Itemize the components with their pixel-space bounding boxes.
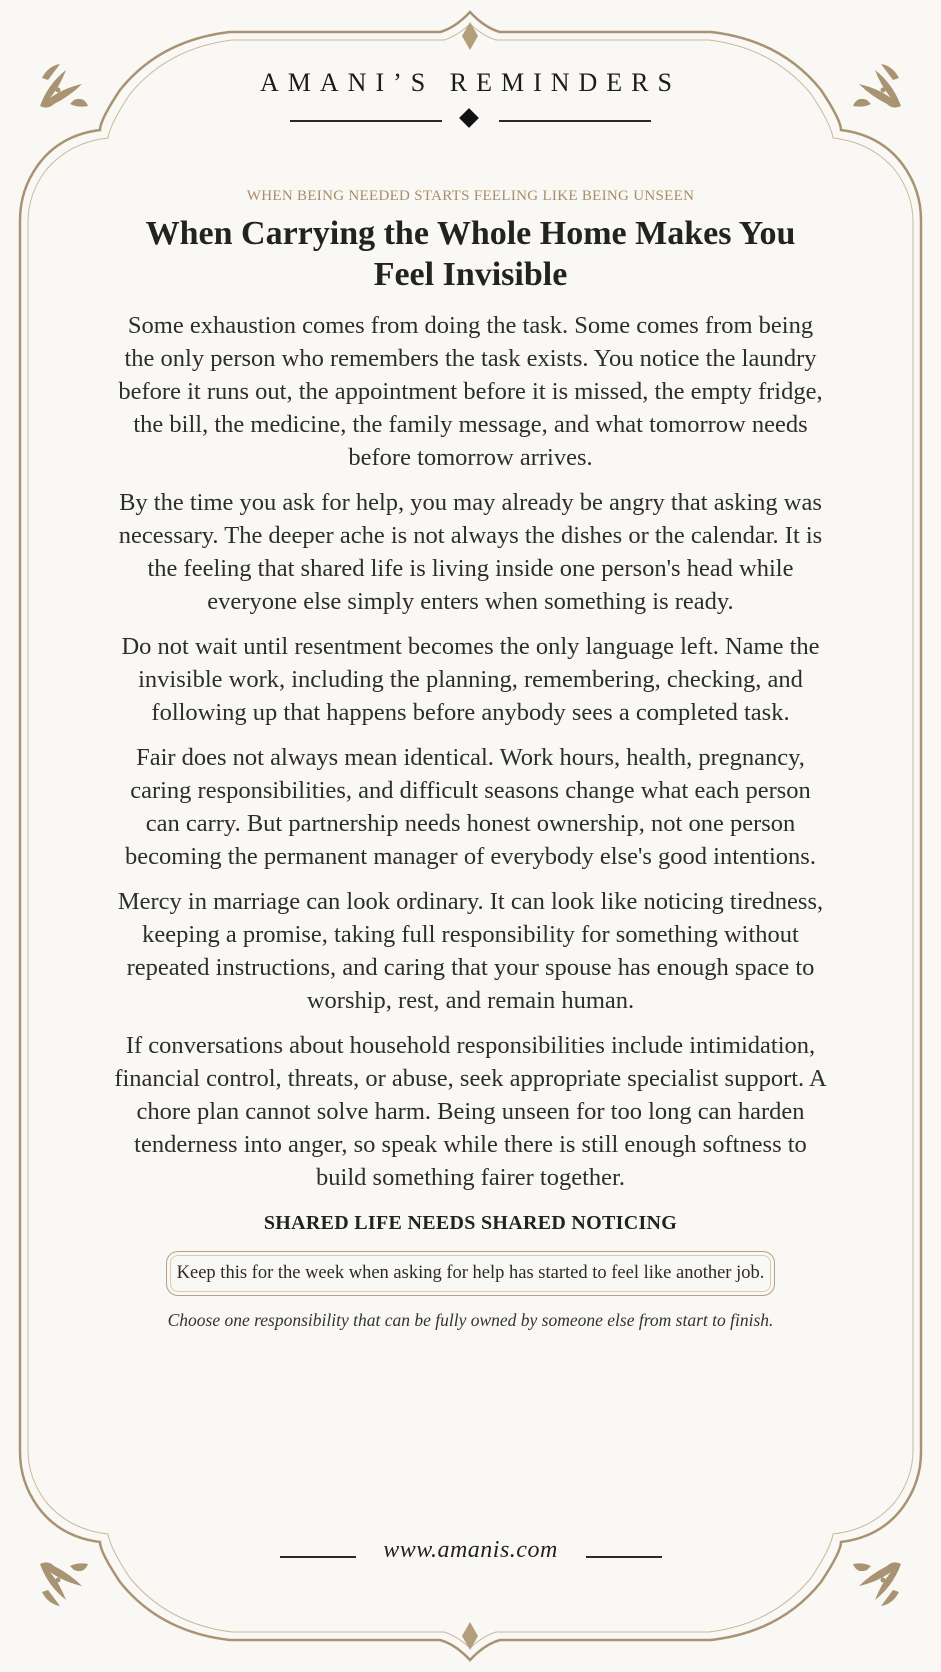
article-paragraph: By the time you ask for help, you may already be angry that asking was necessary. The deeper ache is not always the dishes or the calendar. It is the feeling that shared life is living inside one person's head while everyone else simply enters when something is ready. [118,489,823,615]
closing-line: SHARED LIFE NEEDS SHARED NOTICING [263,1212,678,1234]
article-paragraph: Do not wait until resentment becomes the only language left. Name the invisible work, including the planning, remembering, checking, and following up that happens before anybody sees a completed task. [121,633,820,726]
article [112,188,829,1331]
footer-rule-right [586,1556,662,1558]
article-title: When Carrying the Whole Home Makes You Feel Invisible [145,215,796,293]
website-link[interactable]: www.amanis.com [383,1537,558,1563]
bottom-diamond-icon [462,1622,478,1650]
article-paragraph: If conversations about household responsibilities include intimidation, financial control, threats, or abuse, seek appropriate specialist support. A chore plan cannot solve harm. Being unseen for too long can harden tenderness into anger, so speak while there is still enough softness to build something fairer together. [114,1032,827,1191]
brand-rule-right [499,120,651,122]
top-diamond-icon [462,22,478,50]
fleur-corner-icon [40,1562,88,1606]
brand-name: AMANI’S REMINDERS [260,68,681,97]
diamond-icon [459,108,479,128]
article-kicker: WHEN BEING NEEDED STARTS FEELING LIKE BEING UNSEEN [246,188,695,204]
reminder-note: Keep this for the week when asking for help has started to feel like another job. [166,1251,776,1296]
article-paragraph: Some exhaustion comes from doing the task. Some comes from being the only person who remembers the task exists. You notice the laundry before it runs out, the appointment before it is missed, the empty fridge, the bill, the medicine, the family message, and what tomorrow needs before tomorrow arrives. [118,312,823,471]
fleur-corner-icon [853,1562,901,1606]
action-prompt: Choose one responsibility that can be fully owned by someone else from start to finish. [167,1310,774,1330]
brand-rule-left [290,120,442,122]
article-paragraph: Mercy in marriage can look ordinary. It can look like noticing tiredness, keeping a promise, taking full responsibility for something without repeated instructions, and caring that your spouse has enough space to worship, rest, and remain human. [117,888,824,1014]
article-paragraph: Fair does not always mean identical. Work hours, health, pregnancy, caring responsibilities, and difficult seasons change what each person can carry. But partnership needs honest ownership, not one person becoming the permanent manager of everybody else's good intentions. [125,744,816,870]
